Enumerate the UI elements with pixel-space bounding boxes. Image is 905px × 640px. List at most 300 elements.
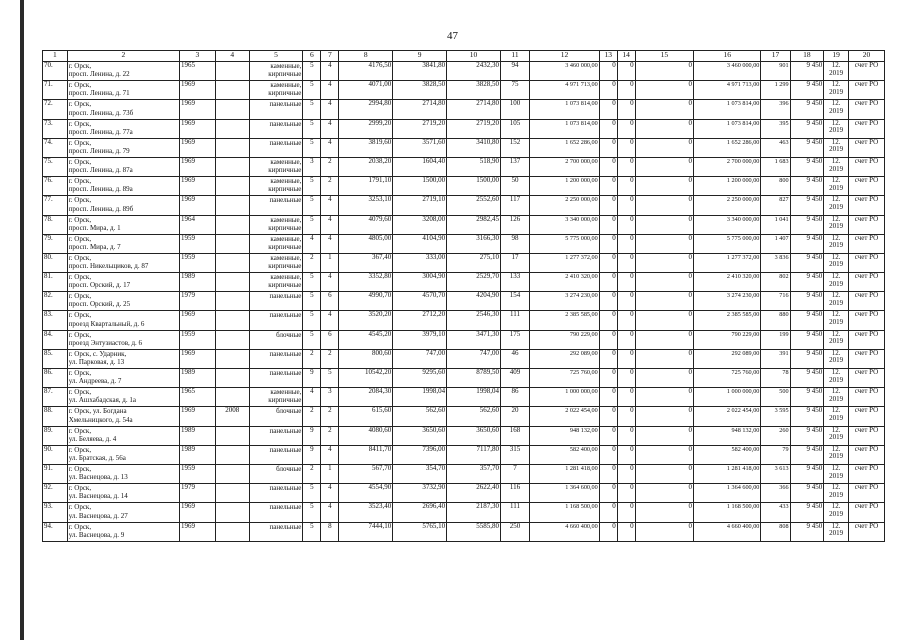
cell-residents: 152: [500, 138, 529, 157]
cell-residential-area: 2622,40: [447, 484, 501, 503]
cell-unit-cost: 260: [761, 426, 790, 445]
cell-floors: 5: [303, 62, 321, 81]
cell-funds-federal: 0: [599, 234, 617, 253]
cell-year-reconstructed: [215, 100, 249, 119]
cell-total-cost: 1 168 500,00: [530, 503, 600, 522]
cell-funds-owners: 1 652 286,00: [694, 138, 761, 157]
cell-unit-cost: 78: [761, 369, 790, 388]
cell-funds-regional: 0: [617, 62, 635, 81]
cell-funds-local: 0: [635, 330, 693, 349]
cell-premises-area: 3004,90: [393, 273, 447, 292]
cell-wall-material-line-2: кирпичные: [268, 166, 302, 175]
column-header-2: 2: [67, 51, 179, 62]
cell-year-reconstructed: [215, 484, 249, 503]
cell-address-line-1: г. Орск,: [68, 484, 92, 493]
cell-completion-date-line-2: 2019: [829, 509, 844, 518]
cell-wall-material-line-2: кирпичные: [268, 70, 302, 79]
cell-limit-cost: 9 450: [790, 445, 824, 464]
column-header-7: 7: [321, 51, 339, 62]
cell-limit-cost: 9 450: [790, 388, 824, 407]
cell-completion-date-line-1: 12.: [831, 253, 841, 261]
cell-premises-area: 3979,10: [393, 330, 447, 349]
cell-row-number: 71.: [43, 81, 68, 100]
cell-residential-area: 3650,60: [447, 426, 501, 445]
cell-wall-material: [249, 484, 303, 503]
cell-row-number: 75.: [43, 157, 68, 176]
cell-unit-cost: 3 595: [761, 407, 790, 426]
cell-total-area: 8411,70: [339, 445, 393, 464]
cell-completion-date-line-2: 2019: [829, 222, 844, 231]
cell-address-line-2: ул. Андреева, д. 7: [68, 377, 122, 386]
cell-total-cost: 2 410 320,00: [530, 273, 600, 292]
cell-funds-local: 0: [635, 62, 693, 81]
cell-residents: 409: [500, 369, 529, 388]
cell-residents: 126: [500, 215, 529, 234]
cell-address-line-2: просп. Ленина, д. 73б: [68, 108, 134, 117]
cell-funding-method: счет РО: [848, 138, 884, 157]
cell-floors: 5: [303, 100, 321, 119]
cell-premises-area: 3828,50: [393, 81, 447, 100]
cell-completion-date: [824, 369, 849, 388]
cell-address-line-1: г. Орск,: [68, 157, 92, 166]
cell-funds-owners: 1 073 814,00: [694, 100, 761, 119]
cell-funds-regional: 0: [617, 100, 635, 119]
cell-floors: 5: [303, 215, 321, 234]
cell-completion-date-line-2: 2019: [829, 298, 844, 307]
table-row: [43, 426, 885, 445]
cell-wall-material-line-1: панельные: [269, 349, 302, 358]
column-header-11: 11: [500, 51, 529, 62]
cell-year-reconstructed: [215, 119, 249, 138]
cell-funding-method: счет РО: [848, 407, 884, 426]
cell-floors: 5: [303, 484, 321, 503]
cell-address-line-2: ул. Васнецова, д. 13: [68, 473, 128, 482]
cell-year-reconstructed: [215, 273, 249, 292]
cell-funds-local: 0: [635, 119, 693, 138]
cell-completion-date-line-1: 12.: [831, 368, 841, 376]
cell-wall-material-line-1: блочные: [276, 407, 302, 416]
cell-entrances: 6: [321, 330, 339, 349]
cell-funds-local: 0: [635, 388, 693, 407]
column-header-17: 17: [761, 51, 790, 62]
cell-completion-date: [824, 100, 849, 119]
cell-total-area: 4990,70: [339, 292, 393, 311]
cell-funds-federal: 0: [599, 138, 617, 157]
table-row: [43, 215, 885, 234]
cell-funding-method: счет РО: [848, 522, 884, 541]
cell-funding-method: счет РО: [848, 484, 884, 503]
cell-residential-area: 8789,50: [447, 369, 501, 388]
cell-floors: 5: [303, 138, 321, 157]
cell-funds-federal: 0: [599, 464, 617, 483]
cell-premises-area: 5765,10: [393, 522, 447, 541]
cell-wall-material: [249, 253, 303, 272]
cell-funds-regional: 0: [617, 196, 635, 215]
cell-funds-owners: 2 385 585,00: [694, 311, 761, 330]
cell-row-number: 87.: [43, 388, 68, 407]
cell-address: [67, 426, 179, 445]
cell-address: [67, 464, 179, 483]
cell-total-area: 2999,20: [339, 119, 393, 138]
cell-residents: 117: [500, 196, 529, 215]
cell-total-cost: 2 700 000,00: [530, 157, 600, 176]
cell-row-number: 89.: [43, 426, 68, 445]
cell-funding-method: счет РО: [848, 196, 884, 215]
cell-entrances: 4: [321, 311, 339, 330]
cell-funding-method: счет РО: [848, 253, 884, 272]
cell-address-line-1: г. Орск,: [68, 292, 92, 301]
cell-funds-federal: 0: [599, 81, 617, 100]
table-row: [43, 522, 885, 541]
cell-residential-area: 2719,20: [447, 119, 501, 138]
cell-funds-regional: 0: [617, 445, 635, 464]
cell-residential-area: 3410,80: [447, 138, 501, 157]
cell-completion-date-line-2: 2019: [829, 106, 844, 115]
cell-total-area: 615,60: [339, 407, 393, 426]
cell-residents: 94: [500, 62, 529, 81]
cell-total-area: 3352,80: [339, 273, 393, 292]
cell-completion-date: [824, 177, 849, 196]
cell-address-line-2: ул. Парковая, д. 13: [68, 358, 125, 367]
cell-funds-regional: 0: [617, 503, 635, 522]
cell-limit-cost: 9 450: [790, 100, 824, 119]
cell-funds-local: 0: [635, 407, 693, 426]
cell-address: [67, 522, 179, 541]
cell-address: [67, 234, 179, 253]
cell-residential-area: 3166,30: [447, 234, 501, 253]
cell-funds-federal: 0: [599, 503, 617, 522]
cell-wall-material-line-1: каменные,: [270, 253, 302, 262]
cell-entrances: 4: [321, 81, 339, 100]
cell-entrances: 4: [321, 215, 339, 234]
cell-completion-date: [824, 311, 849, 330]
column-header-20: 20: [848, 51, 884, 62]
cell-address: [67, 369, 179, 388]
cell-address-line-1: г. Орск,: [68, 100, 92, 109]
cell-address-line-2: просп. Орский, д. 17: [68, 281, 131, 290]
cell-wall-material-line-1: панельные: [269, 138, 302, 147]
table-row: [43, 100, 885, 119]
cell-address-line-1: г. Орск, с. Ударник,: [68, 349, 127, 358]
cell-funds-regional: 0: [617, 311, 635, 330]
cell-premises-area: 3841,80: [393, 62, 447, 81]
cell-row-number: 80.: [43, 253, 68, 272]
cell-total-cost: 1 281 418,00: [530, 464, 600, 483]
cell-row-number: 79.: [43, 234, 68, 253]
cell-completion-date: [824, 157, 849, 176]
cell-address: [67, 330, 179, 349]
cell-residential-area: 3828,50: [447, 81, 501, 100]
cell-year-reconstructed: 2008: [215, 407, 249, 426]
cell-funding-method: счет РО: [848, 273, 884, 292]
cell-address-line-1: г. Орск,: [68, 273, 92, 282]
cell-completion-date-line-1: 12.: [831, 349, 841, 357]
cell-completion-date-line-2: 2019: [829, 413, 844, 422]
cell-residents: 75: [500, 81, 529, 100]
cell-row-number: 86.: [43, 369, 68, 388]
cell-completion-date-line-2: 2019: [829, 164, 844, 173]
cell-address-line-2: Хмельницкого, д. 54а: [68, 415, 133, 424]
cell-unit-cost: 1 407: [761, 234, 790, 253]
cell-completion-date-line-2: 2019: [829, 279, 844, 288]
cell-wall-material: [249, 157, 303, 176]
cell-year-built: 1969: [179, 138, 215, 157]
cell-total-area: 2084,30: [339, 388, 393, 407]
cell-funds-owners: 3 340 000,00: [694, 215, 761, 234]
cell-completion-date: [824, 426, 849, 445]
cell-limit-cost: 9 450: [790, 407, 824, 426]
cell-funds-local: 0: [635, 234, 693, 253]
cell-address-line-2: ул. Ашхабадская, д. 1а: [68, 396, 136, 405]
cell-completion-date-line-1: 12.: [831, 464, 841, 472]
cell-residential-area: 7117,80: [447, 445, 501, 464]
cell-address: [67, 388, 179, 407]
cell-unit-cost: 880: [761, 311, 790, 330]
cell-completion-date-line-1: 12.: [831, 483, 841, 492]
cell-year-built: 1979: [179, 484, 215, 503]
housing-register-table: [42, 50, 885, 542]
cell-funds-owners: 1 073 814,00: [694, 119, 761, 138]
cell-funds-regional: 0: [617, 119, 635, 138]
cell-year-built: 1969: [179, 119, 215, 138]
column-header-18: 18: [790, 51, 824, 62]
cell-funds-federal: 0: [599, 330, 617, 349]
cell-funds-local: 0: [635, 215, 693, 234]
cell-funds-owners: 948 132,00: [694, 426, 761, 445]
cell-address: [67, 349, 179, 368]
cell-residential-area: 2982,45: [447, 215, 501, 234]
table-row: [43, 407, 885, 426]
cell-limit-cost: 9 450: [790, 234, 824, 253]
cell-completion-date-line-1: 12.: [831, 234, 841, 242]
cell-floors: 4: [303, 234, 321, 253]
cell-row-number: 94.: [43, 522, 68, 541]
cell-year-reconstructed: [215, 81, 249, 100]
cell-funding-method: счет РО: [848, 388, 884, 407]
cell-entrances: 4: [321, 138, 339, 157]
cell-premises-area: 3208,00: [393, 215, 447, 234]
cell-unit-cost: 396: [761, 100, 790, 119]
cell-wall-material: [249, 330, 303, 349]
cell-address: [67, 196, 179, 215]
cell-unit-cost: 199: [761, 330, 790, 349]
cell-floors: 2: [303, 464, 321, 483]
cell-completion-date-line-1: 12.: [831, 272, 841, 281]
cell-wall-material: [249, 388, 303, 407]
table-row: [43, 464, 885, 483]
cell-address-line-1: г. Орск,: [68, 426, 92, 435]
cell-address: [67, 484, 179, 503]
cell-wall-material: [249, 234, 303, 253]
cell-funds-federal: 0: [599, 407, 617, 426]
cell-entrances: 2: [321, 349, 339, 368]
cell-premises-area: 7396,00: [393, 445, 447, 464]
cell-address-line-1: г. Орск,: [68, 138, 92, 147]
cell-year-reconstructed: [215, 522, 249, 541]
cell-wall-material-line-2: кирпичные: [268, 89, 302, 98]
cell-residents: 7: [500, 464, 529, 483]
cell-wall-material: [249, 464, 303, 483]
cell-year-reconstructed: [215, 388, 249, 407]
cell-funds-federal: 0: [599, 484, 617, 503]
cell-funds-local: 0: [635, 177, 693, 196]
cell-wall-material-line-1: каменные,: [270, 273, 302, 282]
cell-entrances: 4: [321, 273, 339, 292]
cell-wall-material: [249, 196, 303, 215]
cell-year-built: 1964: [179, 215, 215, 234]
cell-limit-cost: 9 450: [790, 177, 824, 196]
column-header-19: 19: [824, 51, 849, 62]
cell-funds-federal: 0: [599, 119, 617, 138]
cell-funds-regional: 0: [617, 215, 635, 234]
cell-completion-date: [824, 330, 849, 349]
cell-address: [67, 215, 179, 234]
cell-completion-date: [824, 292, 849, 311]
cell-funds-owners: 292 089,00: [694, 349, 761, 368]
cell-funding-method: счет РО: [848, 503, 884, 522]
cell-floors: 9: [303, 426, 321, 445]
cell-completion-date-line-1: 12.: [831, 522, 841, 530]
cell-funds-regional: 0: [617, 349, 635, 368]
cell-completion-date-line-2: 2019: [829, 490, 844, 499]
cell-total-cost: 1 652 286,00: [530, 138, 600, 157]
cell-funds-local: 0: [635, 138, 693, 157]
cell-unit-cost: 827: [761, 196, 790, 215]
cell-address-line-1: г. Орск,: [68, 177, 92, 186]
cell-unit-cost: 500: [761, 388, 790, 407]
cell-total-cost: 1 073 814,00: [530, 100, 600, 119]
cell-residents: 20: [500, 407, 529, 426]
cell-year-reconstructed: [215, 349, 249, 368]
cell-completion-date-line-2: 2019: [829, 529, 844, 538]
cell-total-cost: 292 089,00: [530, 349, 600, 368]
cell-residents: 175: [500, 330, 529, 349]
cell-funds-federal: 0: [599, 349, 617, 368]
cell-floors: 5: [303, 503, 321, 522]
cell-address: [67, 157, 179, 176]
cell-residents: 168: [500, 426, 529, 445]
cell-wall-material: [249, 215, 303, 234]
cell-wall-material: [249, 503, 303, 522]
cell-residential-area: 747,00: [447, 349, 501, 368]
cell-row-number: 81.: [43, 273, 68, 292]
column-header-5: 5: [249, 51, 303, 62]
cell-funds-owners: 725 760,00: [694, 369, 761, 388]
table-row: [43, 503, 885, 522]
table-row: [43, 234, 885, 253]
cell-year-built: 1959: [179, 330, 215, 349]
cell-row-number: 93.: [43, 503, 68, 522]
cell-funds-local: 0: [635, 100, 693, 119]
cell-limit-cost: 9 450: [790, 464, 824, 483]
cell-total-cost: 725 760,00: [530, 369, 600, 388]
cell-row-number: 83.: [43, 311, 68, 330]
cell-completion-date-line-1: 12.: [831, 215, 841, 223]
cell-completion-date-line-1: 12.: [831, 61, 841, 69]
cell-residents: 46: [500, 349, 529, 368]
cell-year-built: 1965: [179, 62, 215, 81]
cell-limit-cost: 9 450: [790, 138, 824, 157]
cell-funding-method: счет РО: [848, 464, 884, 483]
cell-residential-area: 2529,70: [447, 273, 501, 292]
cell-funds-owners: 2 250 000,00: [694, 196, 761, 215]
cell-year-built: 1989: [179, 445, 215, 464]
cell-entrances: 4: [321, 503, 339, 522]
cell-wall-material-line-1: каменные,: [270, 62, 302, 70]
cell-limit-cost: 9 450: [790, 484, 824, 503]
cell-year-reconstructed: [215, 445, 249, 464]
cell-funding-method: счет РО: [848, 119, 884, 138]
cell-premises-area: 1604,40: [393, 157, 447, 176]
cell-total-area: 2038,20: [339, 157, 393, 176]
column-header-3: 3: [179, 51, 215, 62]
cell-residents: 105: [500, 119, 529, 138]
cell-total-area: 1791,10: [339, 177, 393, 196]
cell-address-line-1: г. Орск,: [68, 311, 92, 320]
cell-floors: 5: [303, 522, 321, 541]
cell-total-area: 3523,40: [339, 503, 393, 522]
cell-year-built: 1969: [179, 196, 215, 215]
cell-premises-area: 1998,04: [393, 388, 447, 407]
cell-row-number: 76.: [43, 177, 68, 196]
cell-wall-material: [249, 349, 303, 368]
cell-limit-cost: 9 450: [790, 522, 824, 541]
cell-wall-material-line-2: кирпичные: [268, 281, 302, 290]
cell-premises-area: 333,00: [393, 253, 447, 272]
cell-wall-material-line-2: кирпичные: [268, 242, 302, 251]
column-header-16: 16: [694, 51, 761, 62]
cell-funds-local: 0: [635, 253, 693, 272]
cell-floors: 3: [303, 157, 321, 176]
table-row: [43, 62, 885, 81]
cell-year-built: 1969: [179, 157, 215, 176]
cell-row-number: 91.: [43, 464, 68, 483]
cell-wall-material-line-1: панельные: [269, 445, 302, 454]
cell-limit-cost: 9 450: [790, 349, 824, 368]
cell-address-line-1: г. Орск,: [68, 81, 92, 90]
cell-funding-method: счет РО: [848, 330, 884, 349]
cell-completion-date-line-2: 2019: [829, 126, 844, 135]
cell-total-area: 4554,90: [339, 484, 393, 503]
cell-unit-cost: 463: [761, 138, 790, 157]
cell-year-built: 1959: [179, 253, 215, 272]
cell-total-area: 4176,50: [339, 62, 393, 81]
cell-row-number: 74.: [43, 138, 68, 157]
cell-entrances: 4: [321, 234, 339, 253]
cell-premises-area: 747,00: [393, 349, 447, 368]
cell-unit-cost: 391: [761, 349, 790, 368]
cell-wall-material: [249, 445, 303, 464]
cell-year-reconstructed: [215, 426, 249, 445]
cell-limit-cost: 9 450: [790, 196, 824, 215]
cell-address-line-2: просп. Ленина, д. 89а: [68, 185, 133, 194]
cell-year-built: 1979: [179, 292, 215, 311]
cell-wall-material-line-2: кирпичные: [268, 262, 302, 271]
cell-wall-material-line-1: блочные: [276, 464, 302, 473]
cell-funds-federal: 0: [599, 62, 617, 81]
column-header-14: 14: [617, 51, 635, 62]
cell-year-reconstructed: [215, 311, 249, 330]
cell-funding-method: счет РО: [848, 81, 884, 100]
table-row: [43, 330, 885, 349]
cell-completion-date-line-2: 2019: [829, 471, 844, 480]
cell-completion-date-line-2: 2019: [829, 337, 844, 346]
cell-total-area: 3819,60: [339, 138, 393, 157]
cell-floors: 5: [303, 330, 321, 349]
cell-total-cost: 2 385 585,00: [530, 311, 600, 330]
cell-funds-federal: 0: [599, 311, 617, 330]
cell-completion-date: [824, 253, 849, 272]
